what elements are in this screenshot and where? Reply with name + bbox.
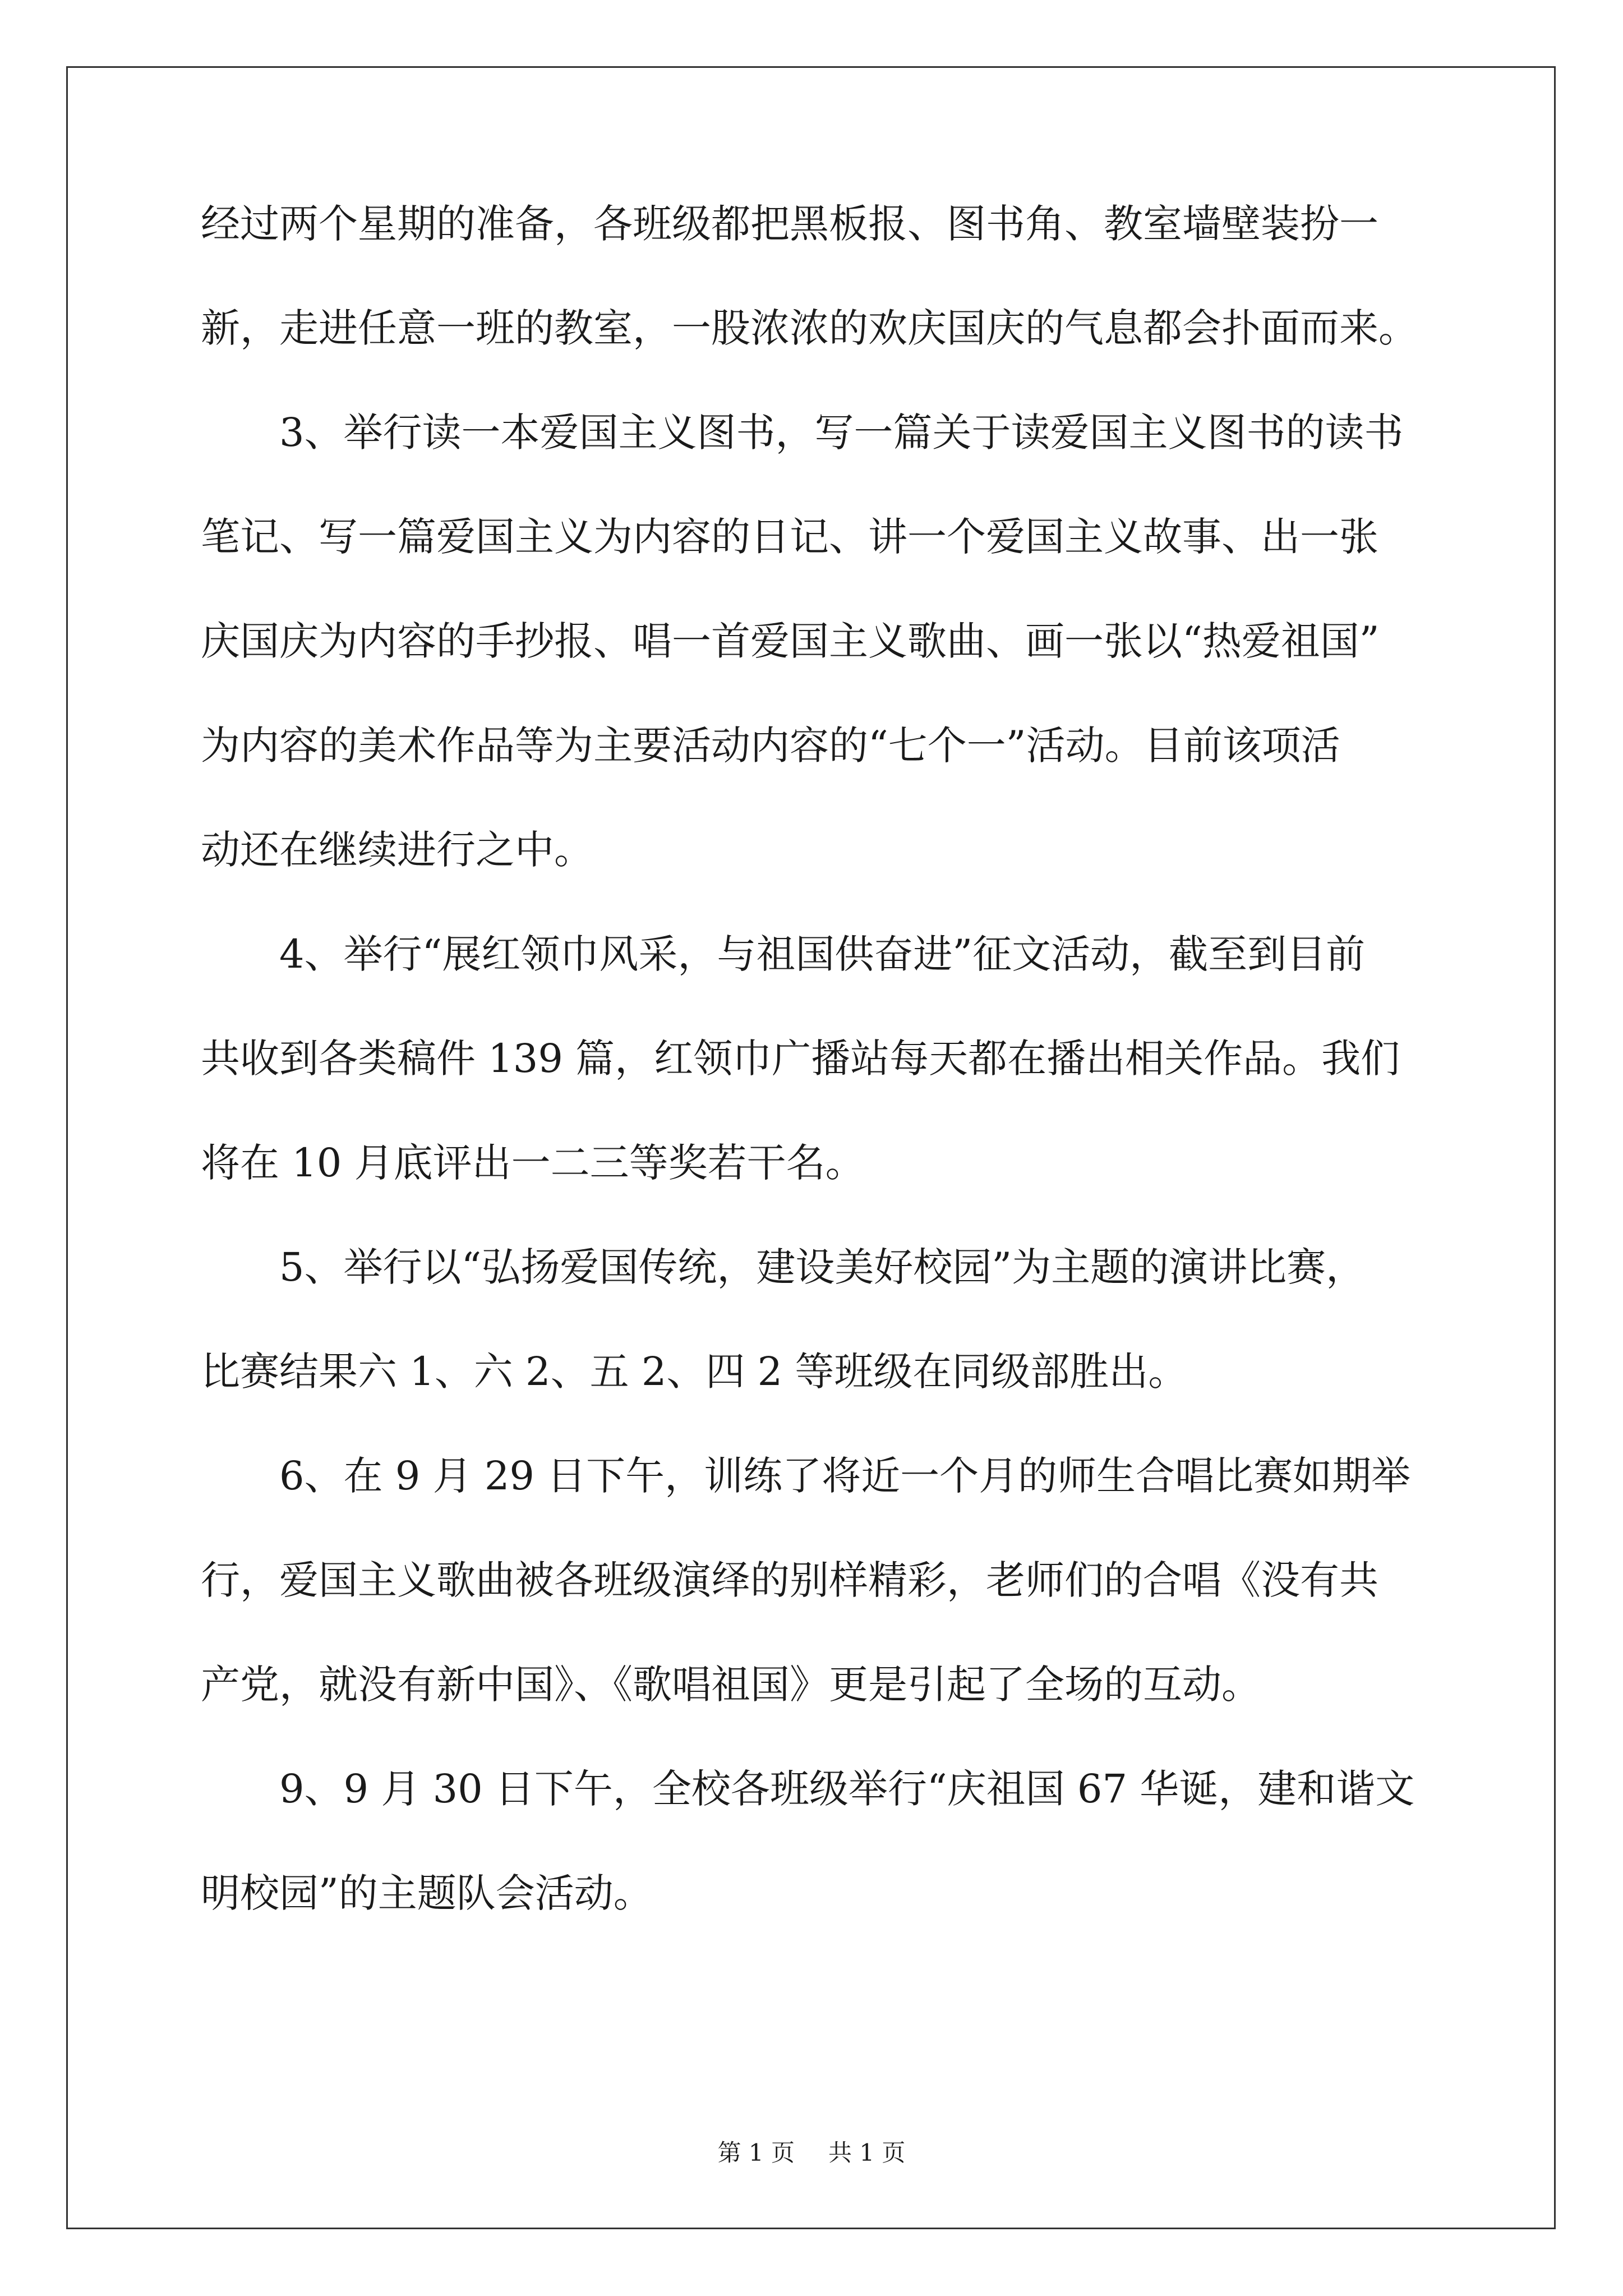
text-line: 行，爱国主义歌曲被各班级演绎的别样精彩，老师们的合唱《没有共 bbox=[201, 1557, 1378, 1603]
text-line: 将在 10 月底评出一二三等奖若干名。 bbox=[201, 1140, 865, 1186]
paragraph-1 bbox=[201, 197, 1440, 355]
page-number: 第 1 页 bbox=[717, 2139, 795, 2166]
text-line: 比赛结果六 1、六 2、五 2、四 2 等班级在同级部胜出。 bbox=[201, 1349, 1188, 1395]
text-line: 共收到各类稿件 139 篇，红领巾广播站每天都在播出相关作品。我们 bbox=[201, 1036, 1400, 1082]
text-line: 为内容的美术作品等为主要活动内容的“七个一”活动。目前该项活 bbox=[201, 723, 1340, 769]
paragraph-5 bbox=[201, 1450, 1440, 1711]
text-line: 新，走进任意一班的教室，一股浓浓的欢庆国庆的气息都会扑面而来。 bbox=[201, 305, 1418, 351]
text-line: 笔记、写一篇爱国主义为内容的日记、讲一个爱国主义故事、出一张 bbox=[201, 514, 1378, 560]
document-body bbox=[201, 197, 1440, 1971]
text-line: 4、举行“展红领巾风采，与祖国供奋进”征文活动，截至到目前 bbox=[279, 931, 1366, 977]
text-line: 明校园”的主题队会活动。 bbox=[201, 1870, 653, 1916]
text-line: 庆国庆为内容的手抄报、唱一首爱国主义歌曲、画一张以“热爱祖国” bbox=[201, 618, 1380, 664]
paragraph-3 bbox=[201, 928, 1440, 1189]
paragraph-2 bbox=[201, 406, 1440, 876]
text-line: 3、举行读一本爱国主义图书，写一篇关于读爱国主义图书的读书 bbox=[279, 409, 1404, 455]
text-line: 5、举行以“弘扬爱国传统，建设美好校园”为主题的演讲比赛， bbox=[279, 1244, 1366, 1290]
text-line: 6、在 9 月 29 日下午，训练了将近一个月的师生合唱比赛如期举 bbox=[279, 1453, 1411, 1499]
text-line: 9、9 月 30 日下午，全校各班级举行“庆祖国 67 华诞，建和谐文 bbox=[279, 1766, 1415, 1812]
paragraph-6 bbox=[201, 1763, 1440, 1920]
paragraph-4 bbox=[201, 1241, 1440, 1398]
text-line: 经过两个星期的准备，各班级都把黑板报、图书角、教室墙壁装扮一 bbox=[201, 201, 1378, 247]
page-total: 共 1 页 bbox=[828, 2139, 906, 2166]
text-line: 动还在继续进行之中。 bbox=[201, 827, 593, 873]
page-footer bbox=[0, 2137, 1623, 2169]
text-line: 产党，就没有新中国》、《歌唱祖国》更是引起了全场的互动。 bbox=[201, 1662, 1261, 1708]
